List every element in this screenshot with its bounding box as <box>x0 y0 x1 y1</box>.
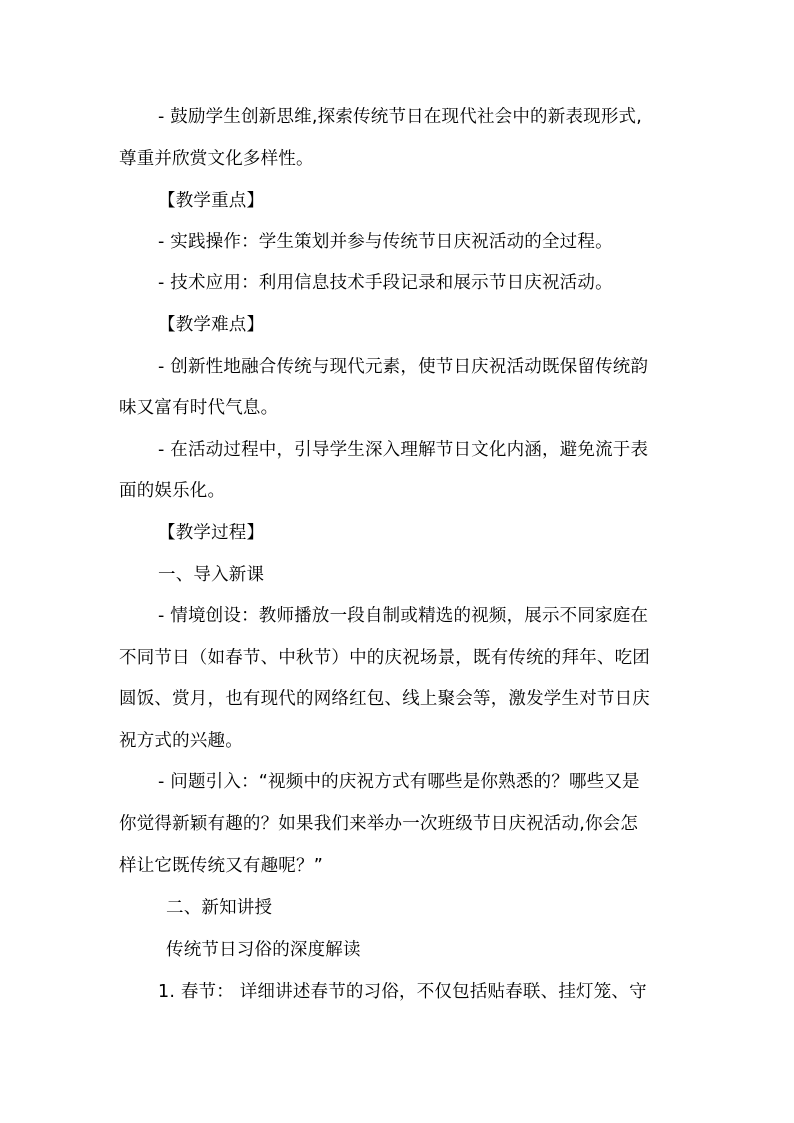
text-line: - 创新性地融合传统与现代元素，使节日庆祝活动既保留传统韵 <box>158 357 649 377</box>
subsection-heading: 一、导入新课 <box>158 565 265 585</box>
text-line: - 情境创设：教师播放一段自制或精选的视频，展示不同家庭在 <box>158 606 649 626</box>
section-heading: 【教学难点】 <box>158 315 265 335</box>
text-line: 样让它既传统又有趣呢？” <box>119 856 323 876</box>
topic-heading: 传统节日习俗的深度解读 <box>166 940 361 960</box>
text-line: - 在活动过程中，引导学生深入理解节日文化内涵，避免流于表 <box>158 440 649 460</box>
text-line: 不同节日（如春节、中秋节）中的庆祝场景，既有传统的拜年、吃团 <box>119 648 650 668</box>
text-line: 祝方式的兴趣。 <box>119 731 243 751</box>
text-line: - 技术应用：利用信息技术手段记录和展示节日庆祝活动。 <box>158 273 613 293</box>
section-heading: 【教学过程】 <box>158 523 265 543</box>
text-line: - 实践操作：学生策划并参与传统节日庆祝活动的全过程。 <box>158 232 613 252</box>
text-line: 你觉得新颖有趣的？如果我们来举办一次班级节日庆祝活动,你会怎 <box>119 814 639 834</box>
list-item: 1. 春节： 详细讲述春节的习俗，不仅包括贴春联、挂灯笼、守 <box>158 982 647 1002</box>
text-line: 面的娱乐化。 <box>119 481 226 501</box>
subsection-heading: 二、新知讲授 <box>166 898 273 918</box>
text-line: - 鼓励学生创新思维,探索传统节日在现代社会中的新表现形式, <box>158 107 643 127</box>
text-line: 尊重并欣赏文化多样性。 <box>119 149 314 169</box>
text-line: 味又富有时代气息。 <box>119 398 279 418</box>
text-line: - 问题引入：“视频中的庆祝方式有哪些是你熟悉的？哪些又是 <box>158 772 640 792</box>
text-line: 圆饭、赏月，也有现代的网络红包、线上聚会等，激发学生对节日庆 <box>119 689 650 709</box>
section-heading: 【教学重点】 <box>158 191 265 211</box>
